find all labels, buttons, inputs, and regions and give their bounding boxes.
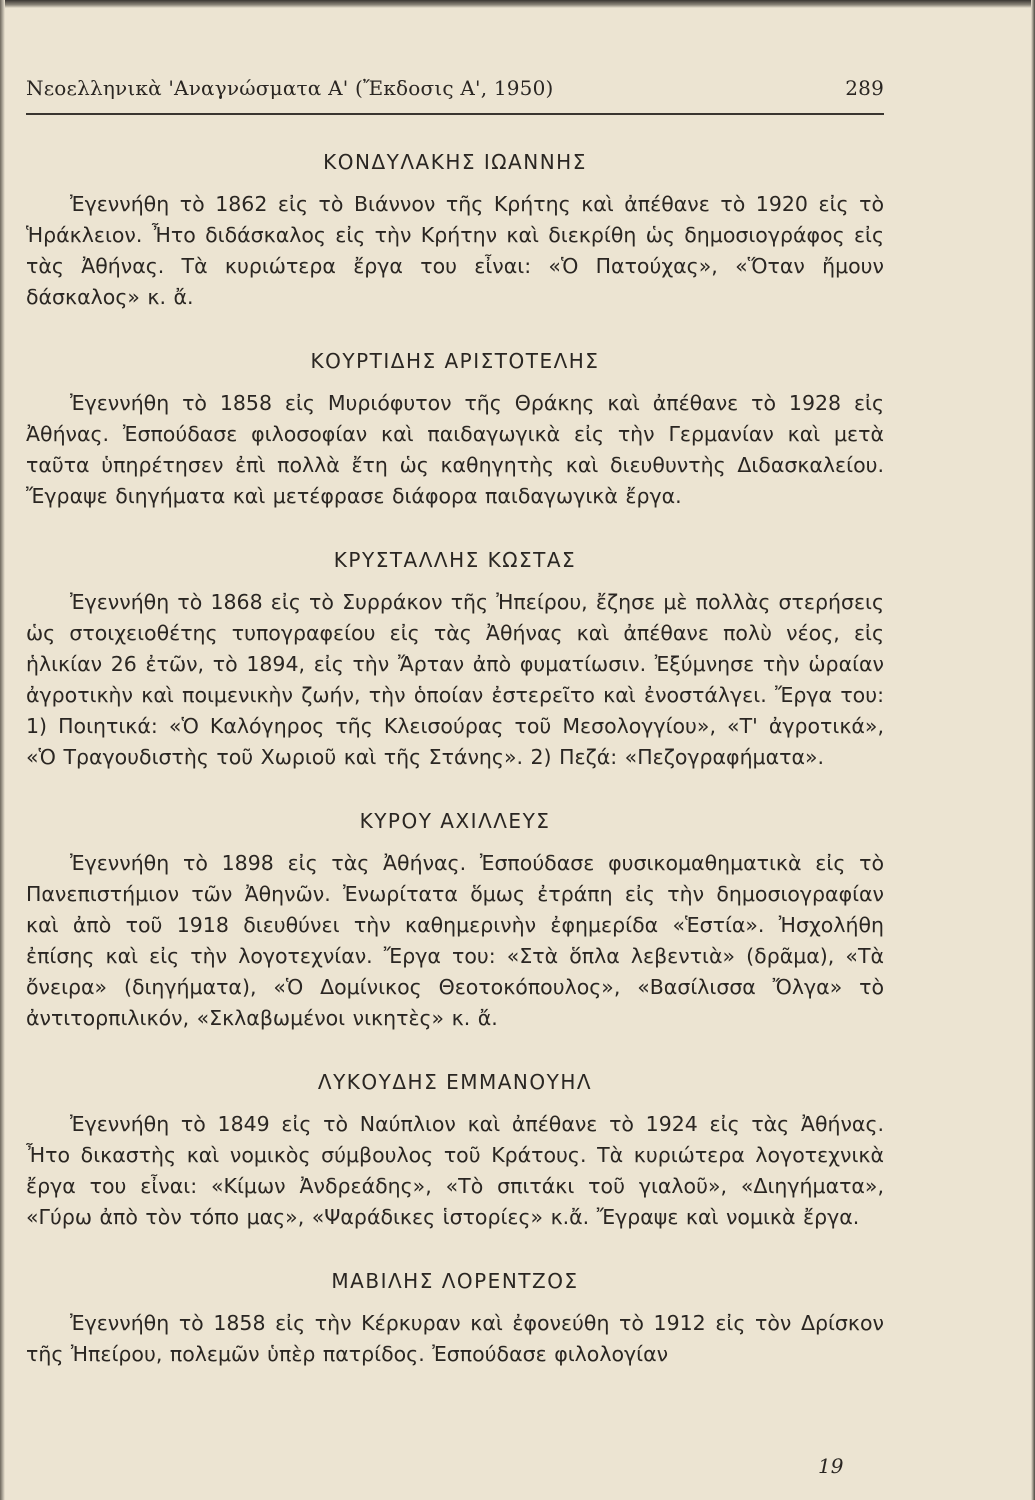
running-title: Νεοελληνικὰ 'Αναγνώσματα Α' (Ἔκδοσις Α', 1950) [26,76,554,100]
entry-text: Ἐγεννήθη τὸ 1868 εἰς τὸ Συρράκον τῆς Ἠπείρου, ἔζησε μὲ πολλὰς στερήσεις ὡς στοιχειοθέτης τυπογραφείου εἰς τὰς Ἀθήνας καὶ ἀπέθανε πολὺ νέος, εἰς ἡλικίαν 26 ἐτῶν, τὸ 1894, εἰς τὴν Ἄρταν ἀπὸ φυματίωσιν. Ἐξύμνησε τὴν ὡραίαν ἀγροτικὴν καὶ ποιμενικὴν ζωήν, τὴν ὁποίαν ἐστερεῖτο καὶ ἐνοστάλγει. Ἔργα του: 1) Ποιητικά: «Ὁ Καλόγηρος τῆς Κλεισούρας τοῦ Μεσολογγίου», «Τ' ἀγροτικά», «Ὁ Τραγουδιστὴς τοῦ Χωριοῦ καὶ τῆς Στάνης». 2) Πεζά: «Πεζογραφήματα». [26,590,884,769]
folio-number: 19 [818,1454,844,1478]
page-left-edge [0,0,5,1500]
entry-title: ΜΑΒΙΛΗΣ ΛΟΡΕΝΤΖΟΣ [331,1269,579,1293]
entry-text: Ἐγεννήθη τὸ 1858 εἰς Μυριόφυτον τῆς Θράκης καὶ ἀπέθανε τὸ 1928 εἰς Ἀθήνας. Ἐσπούδασε φιλοσοφίαν καὶ παιδαγωγικὰ εἰς τὴν Γερμανίαν καὶ μετὰ ταῦτα ὑπηρέτησεν ἐπὶ πολλὰ ἔτη ὡς καθηγητὴς καὶ διευθυντὴς Διδασκαλείου. Ἔγραψε διηγήματα καὶ μετέφρασε διάφορα παιδαγωγικὰ ἔργα. [26,391,884,508]
page-number: 289 [845,76,884,100]
entry-title: ΚΡΥΣΤΑΛΛΗΣ ΚΩΣΤΑΣ [333,548,577,572]
entry-title: ΚΟΝΔΥΛΑΚΗΣ ΙΩΑΝΝΗΣ [323,150,587,174]
entry-text: Ἐγεννήθη τὸ 1898 εἰς τὰς Ἀθήνας. Ἐσπούδασε φυσικομαθηματικὰ εἰς τὸ Πανεπιστήμιον τῶν Ἀθηνῶν. Ἐνωρίτατα ὅμως ἐτράπη εἰς τὴν δημοσιογραφίαν καὶ ἀπὸ τοῦ 1918 διευθύνει τὴν καθημερινὴν ἐφημερίδα «Ἑστία». Ἠσχολήθη ἐπίσης καὶ εἰς τὴν λογοτεχνίαν. Ἔργα του: «Στὰ ὅπλα λεβεντιὰ» (δρᾶμα), «Τὰ ὄνειρα» (διηγήματα), «Ὁ Δομίνικος Θεοτοκόπουλος», «Βασίλισσα Ὄλγα» τὸ ἀντιτορπιλικόν, «Σκλαβωμένοι νικητὲς» κ. ἄ. [26,851,884,1030]
header-rule [26,113,884,115]
entry-text: Ἐγεννήθη τὸ 1862 εἰς τὸ Βιάννον τῆς Κρήτης καὶ ἀπέθανε τὸ 1920 εἰς τὸ Ἡράκλειον. Ἦτο διδάσκαλος εἰς τὴν Κρήτην καὶ διεκρίθη ὡς δημοσιογράφος εἰς τὰς Ἀθήνας. Τὰ κυριώτερα ἔργα του εἶναι: «Ὁ Πατούχας», «Ὅταν ἤμουν δάσκαλος» κ. ἄ. [26,192,884,309]
entry-text: Ἐγεννήθη τὸ 1858 εἰς τὴν Κέρκυραν καὶ ἐφονεύθη τὸ 1912 εἰς τὸν Δρίσκον τῆς Ἠπείρου, πολεμῶν ὑπὲρ πατρίδος. Ἐσπούδασε φιλολογίαν [26,1311,884,1366]
running-head [26,76,884,100]
biography-list [26,126,884,1400]
page-top-edge [0,0,1035,8]
entry-title: ΛΥΚΟΥΔΗΣ ΕΜΜΑΝΟΥΗΛ [317,1070,593,1094]
entry-title: ΚΥΡΟΥ ΑΧΙΛΛΕΥΣ [359,809,551,833]
page-right-edge [1031,0,1035,1500]
entry-title: ΚΟΥΡΤΙΔΗΣ ΑΡΙΣΤΟΤΕΛΗΣ [310,349,600,373]
entry-text: Ἐγεννήθη τὸ 1849 εἰς τὸ Ναύπλιον καὶ ἀπέθανε τὸ 1924 εἰς τὰς Ἀθήνας. Ἦτο δικαστὴς καὶ νομικὸς σύμβουλος τοῦ Κράτους. Τὰ κυριώτερα λογοτεχνικὰ ἔργα του εἶναι: «Κίμων Ἀνδρεάδης», «Τὸ σπιτάκι τοῦ γιαλοῦ», «Διηγήματα», «Γύρω ἀπὸ τὸν τόπο μας», «Ψαράδικες ἱστορίες» κ.ἄ. Ἔγραψε καὶ νομικὰ ἔργα. [26,1112,884,1229]
